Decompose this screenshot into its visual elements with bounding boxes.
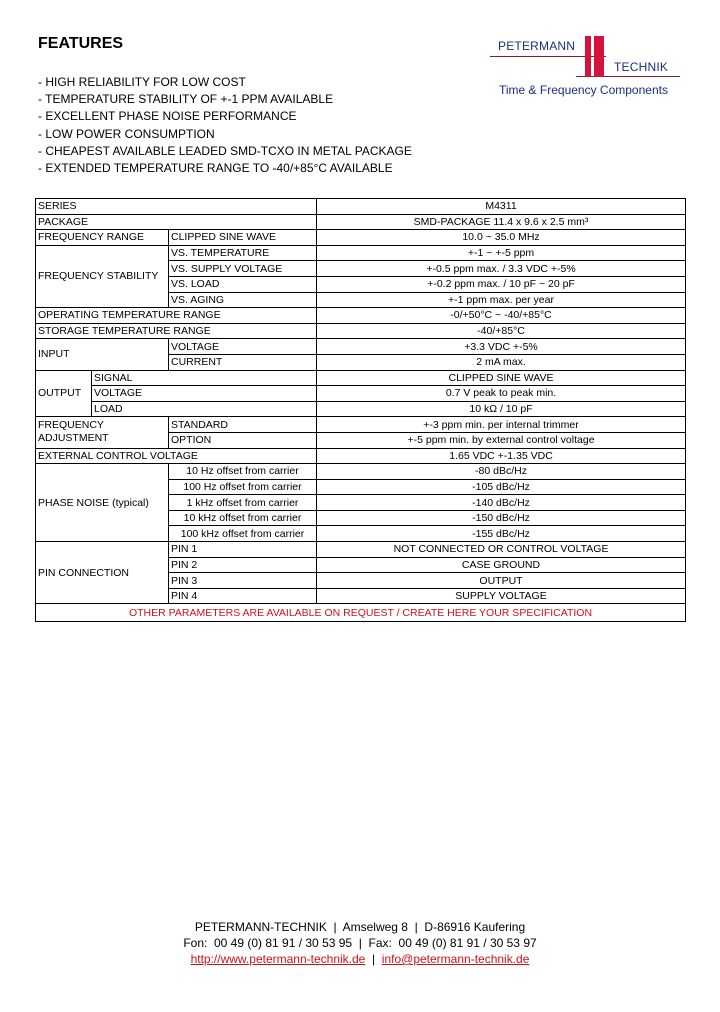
feature-item: - EXTENDED TEMPERATURE RANGE TO -40/+85°C AVAILABLE	[38, 160, 393, 175]
spec-sublabel: VS. SUPPLY VOLTAGE	[169, 261, 317, 277]
table-row	[36, 417, 686, 433]
spec-value: +-1 ~ +-5 ppm	[317, 245, 686, 261]
email-link[interactable]: info@petermann-technik.de	[381, 952, 530, 966]
spec-sublabel: OPTION	[169, 432, 317, 448]
spec-value: OUTPUT	[317, 573, 686, 589]
spec-sublabel: 10 kHz offset from carrier	[169, 510, 317, 526]
spec-sublabel: VOLTAGE	[169, 339, 317, 355]
spec-value: CASE GROUND	[317, 557, 686, 573]
feature-item: - LOW POWER CONSUMPTION	[38, 126, 215, 141]
spec-sublabel: VS. TEMPERATURE	[169, 245, 317, 261]
spec-value: +3.3 VDC +-5%	[317, 339, 686, 355]
spec-table	[35, 198, 686, 622]
spec-value: +-1 ppm max. per year	[317, 292, 686, 308]
spec-sublabel: SIGNAL	[92, 370, 317, 386]
logo-name-left: PETERMANN	[498, 39, 576, 53]
spec-value: 0.7 V peak to peak min.	[317, 386, 686, 402]
spec-sublabel: 100 Hz offset from carrier	[169, 479, 317, 495]
spec-sublabel: 100 kHz offset from carrier	[169, 526, 317, 542]
spec-label: FREQUENCY RANGE	[36, 230, 169, 246]
table-row	[36, 214, 686, 230]
spec-value: +-0.5 ppm max. / 3.3 VDC +-5%	[317, 261, 686, 277]
company-logo	[490, 36, 690, 102]
table-row	[36, 308, 686, 324]
spec-sublabel: PIN 3	[169, 573, 317, 589]
spec-value: -40/+85°C	[317, 323, 686, 339]
spec-value: +-5 ppm min. by external control voltage	[317, 432, 686, 448]
spec-value: -105 dBc/Hz	[317, 479, 686, 495]
spec-sublabel: VS. AGING	[169, 292, 317, 308]
spec-label: OUTPUT	[36, 370, 92, 417]
spec-value: -150 dBc/Hz	[317, 510, 686, 526]
footer-address: PETERMANN-TECHNIK | Amselweg 8 | D-86916 Kaufering	[194, 920, 526, 934]
spec-value: SUPPLY VOLTAGE	[317, 588, 686, 604]
website-link[interactable]: http://www.petermann-technik.de	[190, 952, 366, 966]
table-row	[36, 245, 686, 261]
feature-item: - HIGH RELIABILITY FOR LOW COST	[38, 75, 246, 89]
footer-separator: |	[365, 952, 382, 966]
spec-sublabel: VS. LOAD	[169, 276, 317, 292]
table-row	[36, 230, 686, 246]
table-row	[36, 464, 686, 480]
spec-value: 10 kΩ / 10 pF	[317, 401, 686, 417]
spec-label: PIN CONNECTION	[36, 542, 169, 604]
spec-label-line: FREQUENCY	[38, 419, 104, 432]
spec-value: NOT CONNECTED OR CONTROL VOLTAGE	[317, 542, 686, 558]
spec-value: CLIPPED SINE WAVE	[317, 370, 686, 386]
spec-label: OPERATING TEMPERATURE RANGE	[36, 308, 317, 324]
spec-sublabel: PIN 2	[169, 557, 317, 573]
spec-label: INPUT	[36, 339, 169, 370]
logo-tagline: Time & Frequency Components	[499, 83, 668, 97]
table-row	[36, 370, 686, 386]
table-row	[36, 542, 686, 558]
logo-bar-left	[585, 36, 591, 77]
logo-bar-right	[594, 36, 604, 77]
logo-rule-bottom	[576, 76, 680, 77]
footer-links	[0, 951, 720, 967]
spec-label	[36, 417, 169, 448]
feature-list	[38, 74, 412, 177]
table-row	[36, 604, 686, 622]
feature-item: - EXCELLENT PHASE NOISE PERFORMANCE	[38, 109, 297, 124]
spec-value: -80 dBc/Hz	[317, 464, 686, 480]
table-row	[36, 401, 686, 417]
spec-label: PACKAGE	[36, 214, 317, 230]
spec-value: M4311	[317, 199, 686, 215]
spec-value: -0/+50°C ~ -40/+85°C	[317, 308, 686, 324]
spec-sublabel: STANDARD	[169, 417, 317, 433]
logo-name-right: TECHNIK	[614, 60, 669, 74]
spec-label: STORAGE TEMPERATURE RANGE	[36, 323, 317, 339]
spec-value: +-0.2 ppm max. / 10 pF ~ 20 pF	[317, 276, 686, 292]
footer	[0, 919, 720, 967]
spec-value: SMD-PACKAGE 11.4 x 9.6 x 2.5 mm³	[317, 214, 686, 230]
spec-sublabel: PIN 1	[169, 542, 317, 558]
spec-label: FREQUENCY STABILITY	[36, 245, 169, 307]
spec-sublabel: 1 kHz offset from carrier	[169, 495, 317, 511]
spec-sublabel: PIN 4	[169, 588, 317, 604]
spec-label-line: ADJUSTMENT	[38, 432, 109, 445]
table-row	[36, 323, 686, 339]
spec-sublabel: CURRENT	[169, 354, 317, 370]
table-row	[36, 339, 686, 355]
spec-label: SERIES	[36, 199, 317, 215]
spec-value: 10.0 ~ 35.0 MHz	[317, 230, 686, 246]
spec-label: EXTERNAL CONTROL VOLTAGE	[36, 448, 317, 464]
spec-sublabel: CLIPPED SINE WAVE	[169, 230, 317, 246]
spec-sublabel: 10 Hz offset from carrier	[169, 464, 317, 480]
spec-value: -140 dBc/Hz	[317, 495, 686, 511]
request-note: OTHER PARAMETERS ARE AVAILABLE ON REQUEST / CREATE HERE YOUR SPECIFICATION	[36, 604, 686, 622]
spec-value: +-3 ppm min. per internal trimmer	[317, 417, 686, 433]
spec-sublabel: VOLTAGE	[92, 386, 317, 402]
page-title: FEATURES	[38, 35, 124, 52]
spec-label: PHASE NOISE (typical)	[36, 464, 169, 542]
table-row	[36, 386, 686, 402]
footer-phone: Fon: 00 49 (0) 81 91 / 30 53 95 | Fax: 00 49 (0) 81 91 / 30 53 97	[183, 936, 537, 950]
table-row	[36, 199, 686, 215]
spec-value: 2 mA max.	[317, 354, 686, 370]
spec-value: -155 dBc/Hz	[317, 526, 686, 542]
table-row	[36, 448, 686, 464]
feature-item: - CHEAPEST AVAILABLE LEADED SMD-TCXO IN METAL PACKAGE	[38, 143, 412, 158]
spec-value: 1.65 VDC +-1.35 VDC	[317, 448, 686, 464]
feature-item: - TEMPERATURE STABILITY OF +-1 PPM AVAILABLE	[38, 92, 334, 107]
spec-sublabel: LOAD	[92, 401, 317, 417]
